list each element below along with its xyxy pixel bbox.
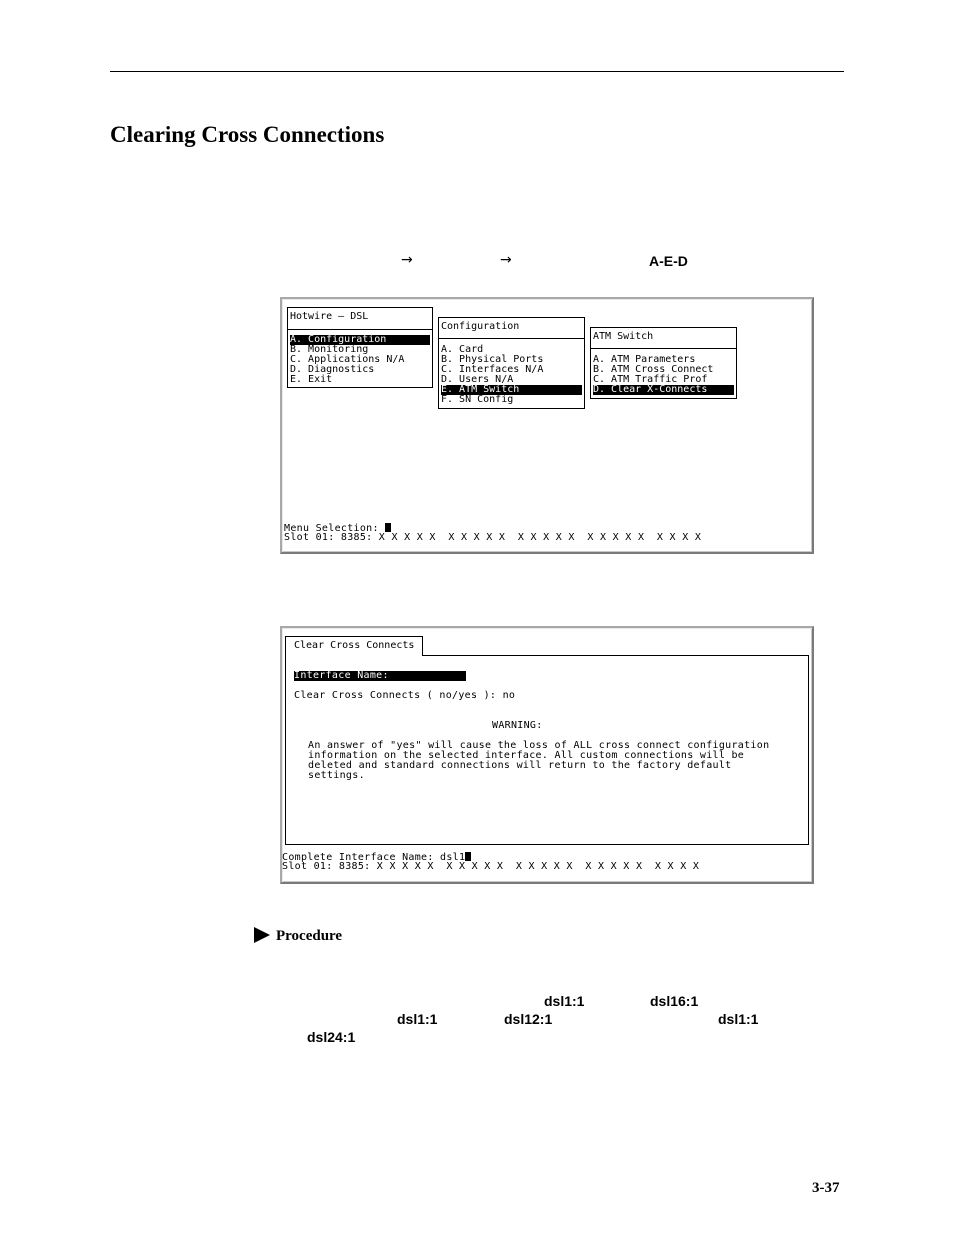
warning-text-line: settings.	[308, 770, 365, 781]
main-menu-title: Hotwire – DSL	[290, 311, 369, 322]
menu-item-configuration[interactable]: A. Configuration	[290, 335, 430, 345]
menu-item-monitoring[interactable]: B. Monitoring	[290, 344, 369, 355]
menu-item-atm-traffic-prof[interactable]: C. ATM Traffic Prof	[593, 374, 708, 385]
menu-item-atm-cross-connect[interactable]: B. ATM Cross Connect	[593, 364, 714, 375]
menu-item-interfaces[interactable]: C. Interfaces N/A	[441, 364, 544, 375]
header-rule	[110, 71, 844, 72]
interface-example: dsl16:1	[650, 993, 699, 1009]
warning-title: WARNING:	[492, 720, 543, 731]
menu-selection-prompt[interactable]: Menu Selection:	[284, 523, 391, 534]
triangle-bullet-icon	[254, 927, 270, 943]
page-number: 3-37	[812, 1180, 840, 1196]
warning-text-line: An answer of "yes" will cause the loss of ALL cross connect configuration	[308, 740, 770, 751]
menu-sequence: A-E-D	[649, 253, 688, 269]
interface-name-field[interactable]: Interface Name:	[294, 671, 466, 681]
terminal-screen-clear-cross-connects	[280, 626, 814, 884]
atm-switch-menu-box	[590, 327, 737, 399]
text-cursor	[385, 523, 391, 532]
atm-switch-menu-title: ATM Switch	[593, 331, 654, 342]
section-heading: Clearing Cross Connections	[110, 122, 385, 147]
path-arrow: →	[500, 252, 512, 268]
interface-example: dsl24:1	[307, 1029, 356, 1045]
main-menu-box	[287, 307, 433, 388]
warning-text-line: information on the selected interface. All custom connections will be	[308, 750, 745, 761]
status-line: Slot 01: 8385: X X X X X X X X X X X X X X X X X X X X X X X X	[282, 861, 700, 872]
text-cursor	[465, 852, 471, 861]
menu-item-physical-ports[interactable]: B. Physical Ports	[441, 354, 544, 365]
menu-item-exit[interactable]: E. Exit	[290, 374, 333, 385]
menu-item-sn-config[interactable]: F. SN Config	[441, 394, 514, 405]
warning-text-line: deleted and standard connections will return to the factory default	[308, 760, 732, 771]
configuration-menu-title: Configuration	[441, 321, 520, 332]
menu-item-applications[interactable]: C. Applications N/A	[290, 354, 405, 365]
path-arrow: →	[401, 252, 413, 268]
procedure-heading: Procedure	[254, 927, 342, 945]
configuration-menu-box	[438, 317, 585, 409]
interface-example: dsl1:1	[397, 1011, 438, 1027]
menu-item-atm-switch[interactable]: E. ATM Switch	[441, 385, 582, 395]
menu-item-atm-parameters[interactable]: A. ATM Parameters	[593, 354, 696, 365]
confirm-line[interactable]: Clear Cross Connects ( no/yes ): no	[294, 690, 516, 701]
interface-example: dsl1:1	[718, 1011, 759, 1027]
menu-item-card[interactable]: A. Card	[441, 344, 484, 355]
terminal-screen-menus	[280, 297, 814, 554]
menu-item-clear-x-connects[interactable]: D. Clear X-Connects	[593, 385, 734, 395]
interface-example: dsl12:1	[504, 1011, 553, 1027]
status-line: Slot 01: 8385: X X X X X X X X X X X X X X X X X X X X X X X X	[284, 532, 702, 543]
complete-interface-prompt[interactable]: Complete Interface Name: dsl1	[282, 852, 471, 863]
interface-example: dsl1:1	[544, 993, 585, 1009]
tab-clear-cross-connects[interactable]: Clear Cross Connects	[285, 636, 423, 656]
menu-item-diagnostics[interactable]: D. Diagnostics	[290, 364, 375, 375]
menu-item-users[interactable]: D. Users N/A	[441, 374, 514, 385]
